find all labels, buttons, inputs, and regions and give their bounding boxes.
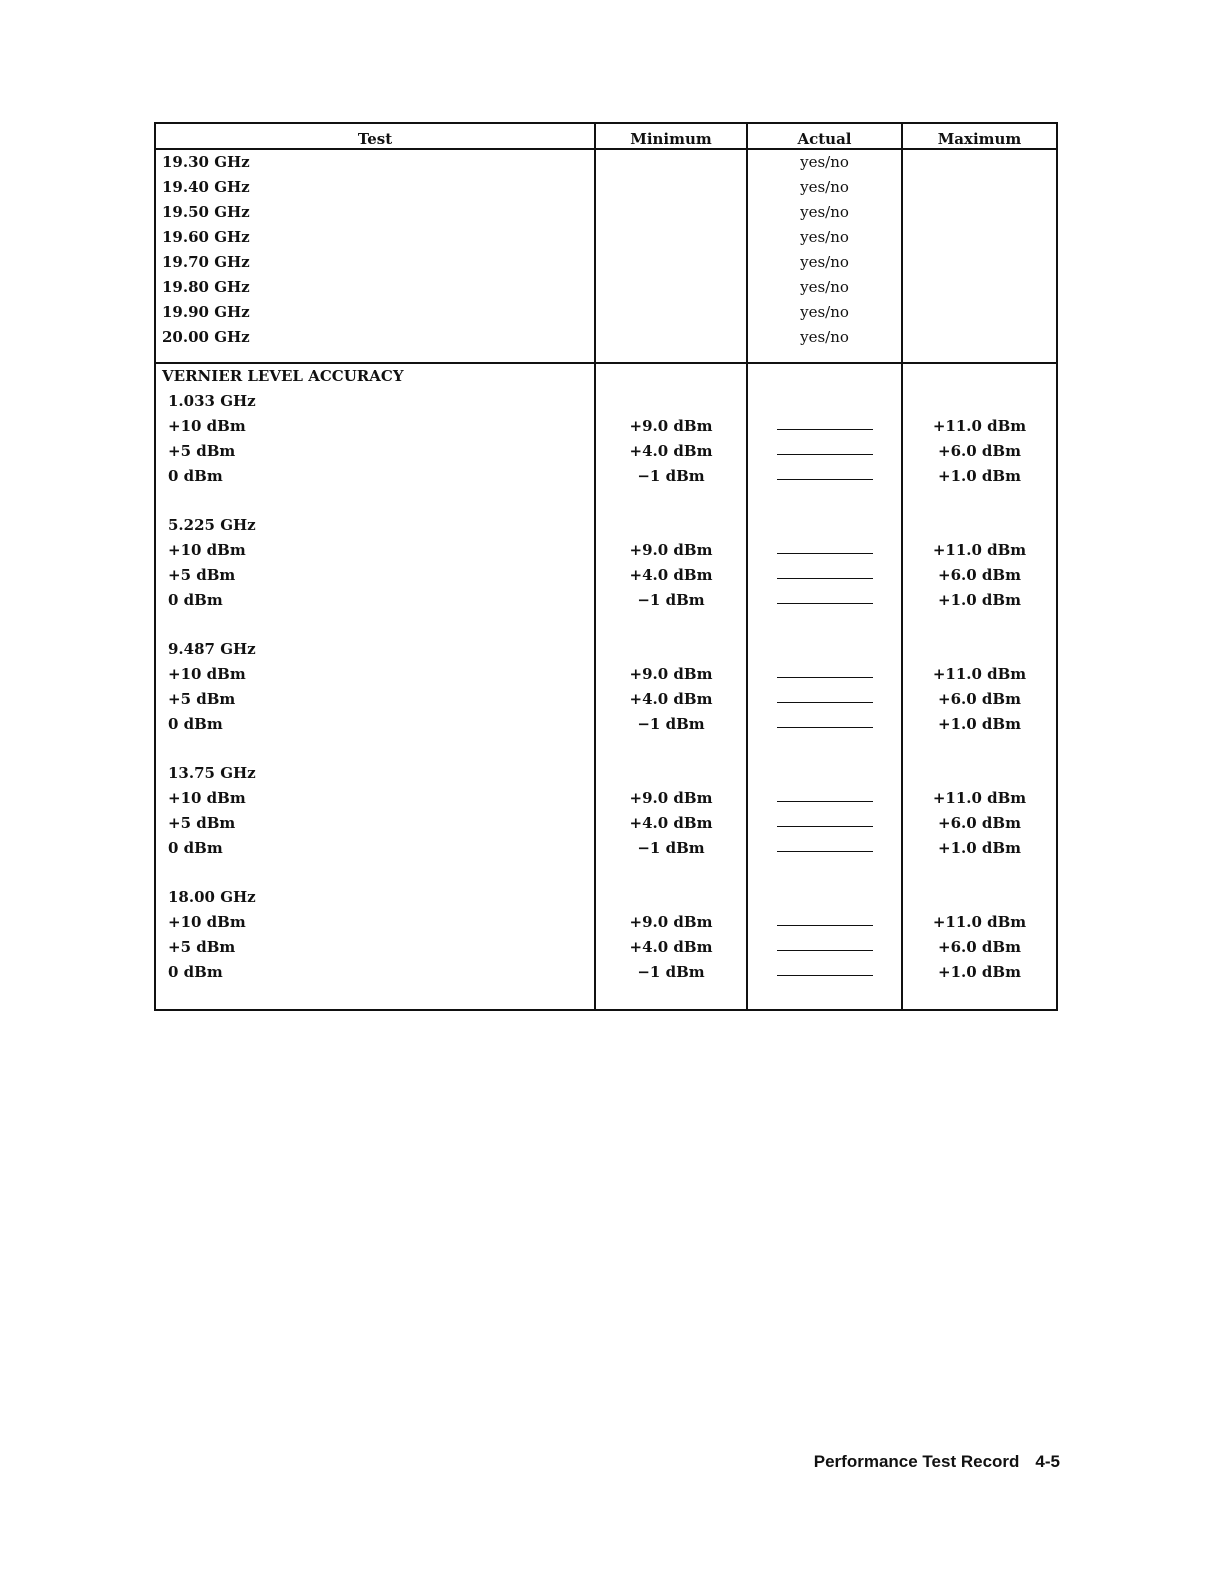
maximum-value: +6.0 dBm <box>902 563 1057 588</box>
empty-cell <box>595 489 747 513</box>
table-row <box>155 250 1057 275</box>
empty-cell <box>902 363 1057 389</box>
footer-title: Performance Test Record <box>813 1452 1020 1471</box>
level-setting: +5 dBm <box>155 811 595 836</box>
minimum-cell <box>595 200 747 225</box>
level-setting: 0 dBm <box>155 960 595 985</box>
minimum-value: +4.0 dBm <box>595 811 747 836</box>
empty-cell <box>595 637 747 662</box>
empty-cell <box>747 761 902 786</box>
empty-cell <box>595 861 747 885</box>
empty-cell <box>155 613 595 637</box>
actual-entry-line[interactable] <box>777 578 873 579</box>
vernier-level-accuracy-section <box>155 363 1057 1010</box>
maximum-value: +6.0 dBm <box>902 811 1057 836</box>
actual-yes-no[interactable]: yes/no <box>747 225 902 250</box>
minimum-value: +9.0 dBm <box>595 414 747 439</box>
actual-entry[interactable] <box>747 811 902 836</box>
minimum-cell <box>595 250 747 275</box>
minimum-value: −1 dBm <box>595 960 747 985</box>
group-frequency: 1.033 GHz <box>155 389 595 414</box>
actual-entry-line[interactable] <box>777 429 873 430</box>
minimum-value: +4.0 dBm <box>595 935 747 960</box>
empty-cell <box>902 737 1057 761</box>
empty-cell <box>595 613 747 637</box>
empty-cell <box>595 761 747 786</box>
section-title: VERNIER LEVEL ACCURACY <box>155 363 595 389</box>
actual-yes-no[interactable]: yes/no <box>747 200 902 225</box>
maximum-value: +11.0 dBm <box>902 414 1057 439</box>
actual-entry-line[interactable] <box>777 702 873 703</box>
table-row <box>155 300 1057 325</box>
frequency-group-row <box>155 637 1057 662</box>
actual-entry[interactable] <box>747 464 902 489</box>
maximum-cell <box>902 175 1057 200</box>
actual-entry-line[interactable] <box>777 851 873 852</box>
header-test: Test <box>155 123 595 149</box>
empty-cell <box>902 861 1057 885</box>
empty-cell <box>747 350 902 363</box>
table-row <box>155 662 1057 687</box>
header-minimum: Minimum <box>595 123 747 149</box>
table-row <box>155 910 1057 935</box>
table-row <box>155 960 1057 985</box>
minimum-cell <box>595 225 747 250</box>
maximum-value: +1.0 dBm <box>902 960 1057 985</box>
test-frequency: 19.70 GHz <box>155 250 595 275</box>
empty-cell <box>155 350 595 363</box>
minimum-value: −1 dBm <box>595 464 747 489</box>
maximum-value: +6.0 dBm <box>902 687 1057 712</box>
empty-cell <box>902 985 1057 1010</box>
empty-cell <box>595 389 747 414</box>
actual-yes-no[interactable]: yes/no <box>747 300 902 325</box>
actual-entry[interactable] <box>747 563 902 588</box>
empty-cell <box>747 513 902 538</box>
actual-entry-line[interactable] <box>777 801 873 802</box>
minimum-value: −1 dBm <box>595 836 747 861</box>
actual-entry[interactable] <box>747 414 902 439</box>
actual-entry-line[interactable] <box>777 479 873 480</box>
empty-cell <box>902 513 1057 538</box>
empty-cell <box>595 513 747 538</box>
maximum-value: +6.0 dBm <box>902 935 1057 960</box>
actual-entry[interactable] <box>747 588 902 613</box>
page-number: 4-5 <box>1035 1452 1060 1471</box>
actual-yes-no[interactable]: yes/no <box>747 149 902 175</box>
header-actual: Actual <box>747 123 902 149</box>
actual-entry-line[interactable] <box>777 553 873 554</box>
minimum-value: +9.0 dBm <box>595 786 747 811</box>
maximum-cell <box>902 149 1057 175</box>
empty-cell <box>595 737 747 761</box>
test-frequency: 20.00 GHz <box>155 325 595 350</box>
table-header-row <box>155 123 1057 149</box>
minimum-value: +9.0 dBm <box>595 910 747 935</box>
test-frequency: 19.30 GHz <box>155 149 595 175</box>
maximum-value: +11.0 dBm <box>902 662 1057 687</box>
frequency-group-row <box>155 885 1057 910</box>
table-row <box>155 811 1057 836</box>
maximum-value: +11.0 dBm <box>902 786 1057 811</box>
table-row <box>155 538 1057 563</box>
table-row <box>155 439 1057 464</box>
empty-cell <box>595 985 747 1010</box>
minimum-value: +4.0 dBm <box>595 687 747 712</box>
empty-cell <box>595 363 747 389</box>
table-row <box>155 149 1057 175</box>
group-frequency: 9.487 GHz <box>155 637 595 662</box>
test-frequency: 19.60 GHz <box>155 225 595 250</box>
minimum-value: +9.0 dBm <box>595 538 747 563</box>
level-setting: +10 dBm <box>155 910 595 935</box>
level-setting: +10 dBm <box>155 538 595 563</box>
actual-entry[interactable] <box>747 662 902 687</box>
empty-cell <box>747 489 902 513</box>
empty-cell <box>902 885 1057 910</box>
actual-entry-line[interactable] <box>777 454 873 455</box>
actual-entry-line[interactable] <box>777 677 873 678</box>
group-frequency: 13.75 GHz <box>155 761 595 786</box>
minimum-value: +9.0 dBm <box>595 662 747 687</box>
spacer-row <box>155 613 1057 637</box>
level-setting: 0 dBm <box>155 836 595 861</box>
empty-cell <box>747 613 902 637</box>
table-row <box>155 588 1057 613</box>
minimum-cell <box>595 325 747 350</box>
empty-cell <box>155 985 595 1010</box>
empty-cell <box>155 737 595 761</box>
actual-entry[interactable] <box>747 836 902 861</box>
empty-cell <box>747 737 902 761</box>
maximum-cell <box>902 250 1057 275</box>
empty-cell <box>747 637 902 662</box>
level-setting: +10 dBm <box>155 414 595 439</box>
empty-cell <box>747 861 902 885</box>
table-row <box>155 935 1057 960</box>
actual-entry[interactable] <box>747 786 902 811</box>
table-row <box>155 687 1057 712</box>
actual-yes-no[interactable]: yes/no <box>747 325 902 350</box>
level-setting: +5 dBm <box>155 935 595 960</box>
maximum-value: +6.0 dBm <box>902 439 1057 464</box>
performance-test-record-table <box>154 122 1058 1011</box>
minimum-value: +4.0 dBm <box>595 563 747 588</box>
maximum-value: +1.0 dBm <box>902 464 1057 489</box>
empty-cell <box>902 761 1057 786</box>
level-setting: 0 dBm <box>155 464 595 489</box>
actual-entry-line[interactable] <box>777 950 873 951</box>
test-frequency: 19.50 GHz <box>155 200 595 225</box>
spacer-row <box>155 350 1057 363</box>
minimum-cell <box>595 275 747 300</box>
empty-cell <box>747 363 902 389</box>
test-frequency: 19.40 GHz <box>155 175 595 200</box>
page-footer <box>814 1452 1060 1472</box>
actual-entry[interactable] <box>747 687 902 712</box>
empty-cell <box>155 861 595 885</box>
minimum-cell <box>595 149 747 175</box>
test-frequency: 19.90 GHz <box>155 300 595 325</box>
section-heading-row <box>155 363 1057 389</box>
empty-cell <box>902 350 1057 363</box>
actual-entry[interactable] <box>747 910 902 935</box>
empty-cell <box>595 350 747 363</box>
test-frequency: 19.80 GHz <box>155 275 595 300</box>
empty-cell <box>747 985 902 1010</box>
maximum-value: +1.0 dBm <box>902 588 1057 613</box>
frequency-group-row <box>155 389 1057 414</box>
actual-entry-line[interactable] <box>777 975 873 976</box>
actual-entry[interactable] <box>747 439 902 464</box>
level-setting: 0 dBm <box>155 588 595 613</box>
table-row <box>155 712 1057 737</box>
empty-cell <box>747 885 902 910</box>
actual-yes-no[interactable]: yes/no <box>747 250 902 275</box>
group-frequency: 18.00 GHz <box>155 885 595 910</box>
empty-cell <box>747 389 902 414</box>
level-setting: +5 dBm <box>155 439 595 464</box>
level-setting: +5 dBm <box>155 563 595 588</box>
header-maximum: Maximum <box>902 123 1057 149</box>
empty-cell <box>595 885 747 910</box>
actual-entry[interactable] <box>747 960 902 985</box>
maximum-value: +1.0 dBm <box>902 712 1057 737</box>
minimum-value: +4.0 dBm <box>595 439 747 464</box>
table-row <box>155 175 1057 200</box>
table-row <box>155 563 1057 588</box>
group-frequency: 5.225 GHz <box>155 513 595 538</box>
table-row <box>155 464 1057 489</box>
minimum-cell <box>595 175 747 200</box>
level-setting: +10 dBm <box>155 662 595 687</box>
actual-yes-no[interactable]: yes/no <box>747 275 902 300</box>
maximum-cell <box>902 225 1057 250</box>
frequency-group-row <box>155 761 1057 786</box>
table-row <box>155 786 1057 811</box>
maximum-value: +11.0 dBm <box>902 910 1057 935</box>
maximum-value: +1.0 dBm <box>902 836 1057 861</box>
actual-entry[interactable] <box>747 538 902 563</box>
table-row <box>155 200 1057 225</box>
actual-entry-line[interactable] <box>777 826 873 827</box>
empty-cell <box>902 613 1057 637</box>
actual-entry-line[interactable] <box>777 603 873 604</box>
actual-yes-no[interactable]: yes/no <box>747 175 902 200</box>
level-setting: +5 dBm <box>155 687 595 712</box>
maximum-value: +11.0 dBm <box>902 538 1057 563</box>
level-setting: +10 dBm <box>155 786 595 811</box>
spacer-row <box>155 489 1057 513</box>
maximum-cell <box>902 200 1057 225</box>
table-row <box>155 225 1057 250</box>
empty-cell <box>902 489 1057 513</box>
spacer-row <box>155 861 1057 885</box>
empty-cell <box>155 489 595 513</box>
maximum-cell <box>902 275 1057 300</box>
minimum-value: −1 dBm <box>595 712 747 737</box>
actual-entry[interactable] <box>747 712 902 737</box>
actual-entry-line[interactable] <box>777 925 873 926</box>
table-row <box>155 414 1057 439</box>
table-row <box>155 836 1057 861</box>
spacer-row <box>155 737 1057 761</box>
minimum-value: −1 dBm <box>595 588 747 613</box>
spacer-row <box>155 985 1057 1010</box>
frequency-group-row <box>155 513 1057 538</box>
maximum-cell <box>902 300 1057 325</box>
minimum-cell <box>595 300 747 325</box>
table-row <box>155 275 1057 300</box>
level-setting: 0 dBm <box>155 712 595 737</box>
table-row <box>155 325 1057 350</box>
empty-cell <box>902 389 1057 414</box>
frequency-check-section <box>155 149 1057 363</box>
actual-entry-line[interactable] <box>777 727 873 728</box>
maximum-cell <box>902 325 1057 350</box>
actual-entry[interactable] <box>747 935 902 960</box>
empty-cell <box>902 637 1057 662</box>
